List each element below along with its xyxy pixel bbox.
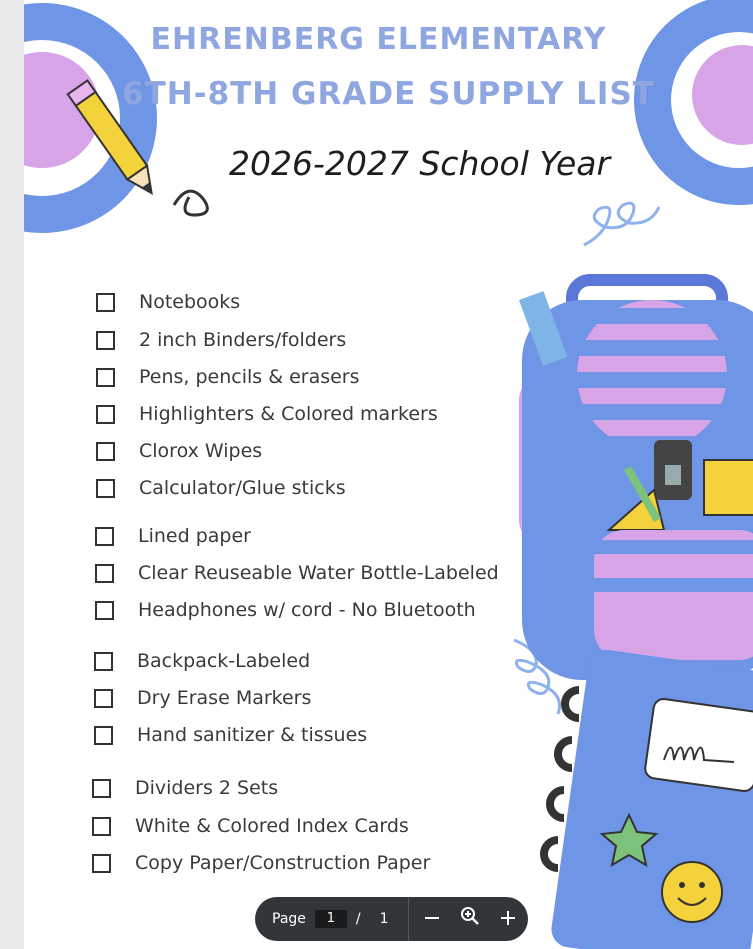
list-item	[94, 687, 311, 709]
plus-icon	[500, 910, 516, 926]
minus-icon	[424, 910, 440, 926]
checkbox[interactable]	[96, 442, 115, 461]
list-item	[96, 329, 346, 351]
checkbox[interactable]	[94, 726, 113, 745]
item-label: Pens, pencils & erasers	[139, 366, 360, 388]
list-item	[96, 477, 346, 499]
item-label: Notebooks	[139, 291, 241, 313]
page-label: Page	[272, 911, 306, 927]
zoom-in-button[interactable]	[489, 907, 527, 932]
list-item	[92, 777, 278, 799]
item-label: Copy Paper/Construction Paper	[135, 852, 431, 874]
checkbox[interactable]	[96, 368, 115, 387]
list-item	[94, 650, 310, 672]
list-item	[96, 291, 240, 313]
page-number-input[interactable]: 1	[315, 910, 347, 928]
list-item	[92, 852, 430, 874]
decorative-artwork	[24, 0, 753, 949]
list-item	[96, 403, 438, 425]
supply-list-title: 6TH-8TH GRADE SUPPLY LIST	[122, 76, 655, 112]
checkbox[interactable]	[92, 779, 111, 798]
toolbar-divider	[408, 897, 409, 941]
page-total: 1	[379, 911, 389, 927]
pdf-toolbar	[255, 897, 528, 941]
zoom-fit-button[interactable]	[451, 906, 489, 932]
school-year: 2026-2027 School Year	[229, 144, 611, 183]
list-item	[95, 599, 476, 621]
checkbox[interactable]	[95, 564, 114, 583]
item-label: Hand sanitizer & tissues	[137, 724, 368, 746]
item-label: Dividers 2 Sets	[135, 777, 279, 799]
squiggle-right-top	[584, 203, 659, 245]
list-item	[94, 724, 367, 746]
checkbox[interactable]	[96, 479, 115, 498]
item-label: Backpack-Labeled	[137, 650, 311, 672]
checkbox[interactable]	[94, 652, 113, 671]
page-separator: /	[355, 911, 361, 927]
checkbox[interactable]	[95, 527, 114, 546]
item-label: Highlighters & Colored markers	[139, 403, 438, 425]
school-name: EHRENBERG ELEMENTARY	[150, 22, 607, 57]
checkbox[interactable]	[96, 331, 115, 350]
item-label: Dry Erase Markers	[137, 687, 312, 709]
item-label: Calculator/Glue sticks	[139, 477, 346, 499]
document-page	[24, 0, 753, 949]
item-label: Clear Reuseable Water Bottle-Labeled	[138, 562, 499, 584]
checkbox[interactable]	[96, 293, 115, 312]
item-label: Headphones w/ cord - No Bluetooth	[138, 599, 476, 621]
item-label: Lined paper	[138, 525, 251, 547]
zoom-out-button[interactable]	[413, 907, 451, 932]
list-item	[92, 815, 409, 837]
list-item	[95, 525, 251, 547]
squiggle-pencil	[174, 191, 207, 215]
notebook-illustration	[544, 648, 753, 949]
list-item	[95, 562, 499, 584]
item-label: White & Colored Index Cards	[135, 815, 409, 837]
checkbox[interactable]	[92, 817, 111, 836]
item-label: 2 inch Binders/folders	[139, 329, 347, 351]
item-label: Clorox Wipes	[139, 440, 263, 462]
list-item	[96, 366, 360, 388]
checkbox[interactable]	[96, 405, 115, 424]
backpack-illustration	[519, 280, 753, 680]
checkbox[interactable]	[94, 689, 113, 708]
magnifier-icon	[460, 906, 480, 926]
list-item	[96, 440, 262, 462]
checkbox[interactable]	[95, 601, 114, 620]
checkbox[interactable]	[92, 854, 111, 873]
